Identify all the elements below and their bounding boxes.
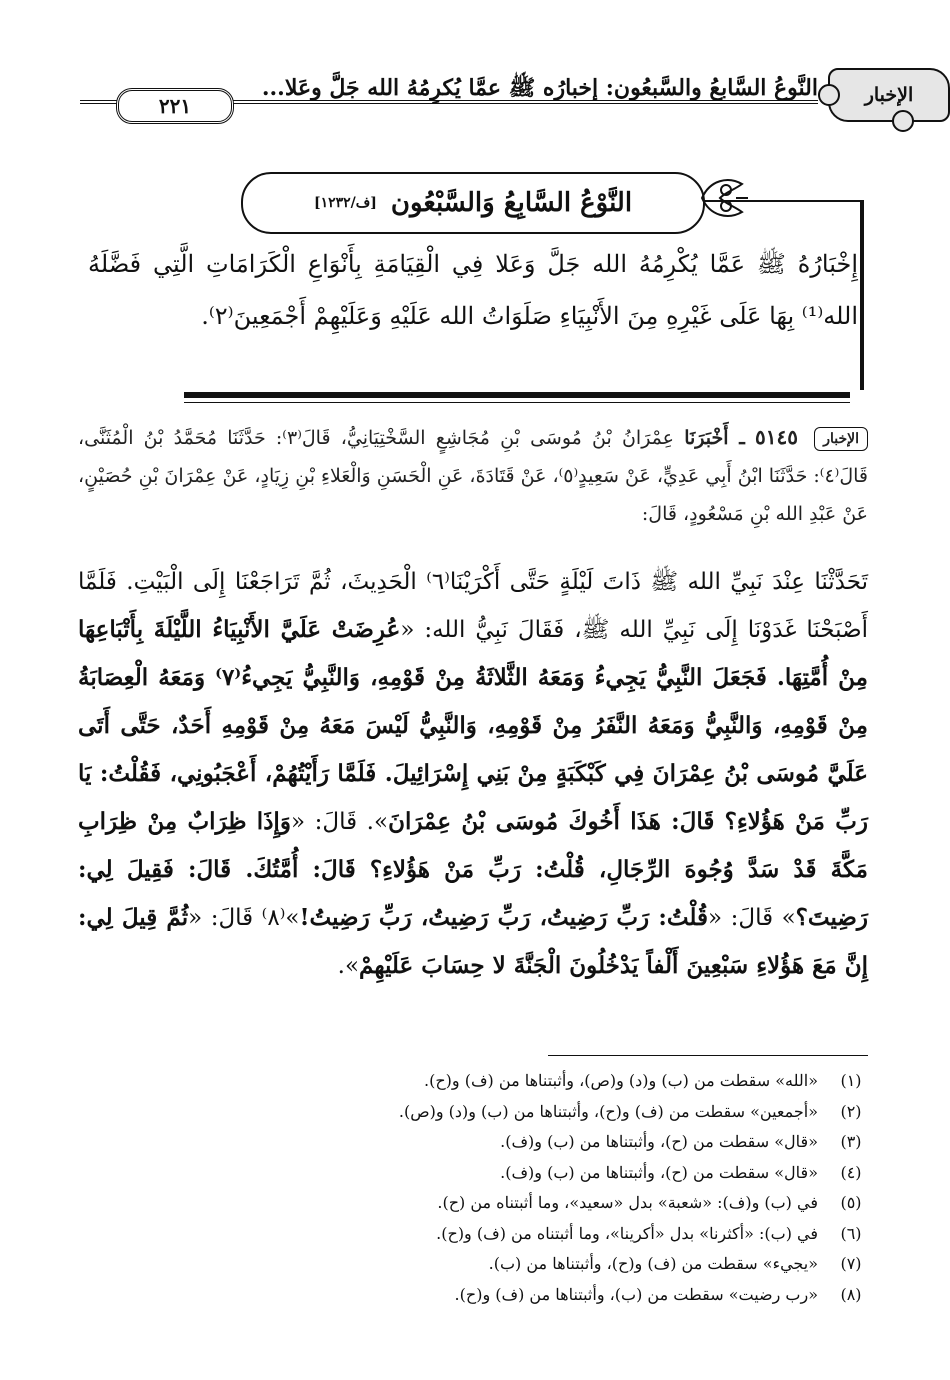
footnote-number: (٥) bbox=[840, 1193, 862, 1212]
footnote bbox=[78, 1249, 868, 1280]
running-title: النَّوعُ السَّابعُ والسَّبعُون: إخبارُه ﷺ عمَّا يُكرِمُهُ الله جَلَّ وعَلا... bbox=[261, 75, 818, 101]
footnote-text: «قال» سقطت من (ح)، وأثبتناها من (ب) و(ف). bbox=[500, 1132, 818, 1151]
matn-part-8: ثُمَّ قِيلَ لِي: إِنَّ مَعَ هَؤُلاءِ سَبْعِينَ أَلْفاً يَدْخُلُونَ الْجَنَّةَ لا حِسَابَ عَلَيْهِمْ bbox=[78, 904, 868, 979]
hadith-number: ٥١٤٥ bbox=[755, 425, 799, 449]
footnote bbox=[78, 1127, 868, 1158]
footnote-rule bbox=[548, 1055, 868, 1056]
isnad-text: عِمْرَانُ بْنُ مُوسَى بْنِ مُجَاشِعٍ السَّخْتِيَانِيُّ، قَالَ⁽٣⁾: حَدَّثَنَا مُحَمَّدُ بْنُ الْمُثَنَّى، قَالَ⁽٤⁾: حَدَّثَنَا ابْنُ أَبِي عَدِيٍّ، عَنْ سَعِيدٍ⁽٥⁾، عَنْ قَتَادَةَ، عَنِ الْحَسَنِ وَالْعَلاءِ بْنِ زِيَادٍ، عَنْ عِمْرَانَ بْنِ حُصَيْنٍ، عَنْ عَبْدِ الله بْنِ مَسْعُودٍ، قَالَ: bbox=[78, 427, 868, 525]
footnote bbox=[78, 1219, 868, 1250]
matn-part-2: عُرِضَتْ عَلَيَّ الأَنْبِيَاءُ اللَّيْلَةَ بِأَتْبَاعِهَا مِنْ أُمَّتِهَا. فَجَعَلَ النَّبِيُّ يَجِيءُ وَمَعَهُ الثَّلاثَةُ مِنْ قَوْمِهِ، وَالنَّبِيُّ يَجِيءُ⁽٧⁾ وَمَعَهُ الْعِصَابَةُ مِنْ قَوْمِهِ، وَالنَّبِيُّ وَمَعَهُ النَّفَرُ مِنْ قَوْمِهِ، وَالنَّبِيُّ لَيْسَ مَعَهُ مِنْ قَوْمِهِ أَحَدٌ، حَتَّى أَتَى عَلَيَّ مُوسَى بْنُ عِمْرَانَ فِي كَبْكَبَةٍ مِنْ بَنِي إِسْرَائِيلَ. فَلَمَّا رَأَيْتُهُمْ، أَعْجَبُونِي، فَقُلْتُ: يَا رَبِّ مَنْ هَؤُلاءِ؟ قَالَ: هَذَا أَخُوكَ مُوسَى بْنُ عِمْرَانَ bbox=[78, 616, 868, 835]
footnote-text: «قال» سقطت من (ح)، وأثبتناها من (ب) و(ف). bbox=[500, 1162, 818, 1182]
matn-part-6: قُلْتُ: رَبِّ رَضِيتُ، رَبِّ رَضِيتُ، رَبِّ رَضِيتُ! bbox=[299, 904, 709, 931]
page-number bbox=[116, 88, 234, 124]
section-divider-thick bbox=[184, 392, 850, 398]
hadith-akhbarana: أَخْبَرَنَا bbox=[684, 427, 729, 449]
footnote bbox=[78, 1188, 868, 1219]
footnotes bbox=[78, 1066, 868, 1310]
footnote-number: (٧) bbox=[840, 1254, 862, 1273]
footnote-text: «أجمعين» سقطت من (ف) و(ح)، وأثبتناها من (ب) و(د) و(ص). bbox=[398, 1101, 818, 1121]
footnote-number: (٢) bbox=[840, 1101, 862, 1121]
section-side-rule bbox=[860, 200, 864, 390]
floral-ornament-icon bbox=[696, 170, 750, 226]
footnote-number: (٨) bbox=[840, 1284, 862, 1304]
hadith-badge: الإخبار bbox=[814, 427, 868, 451]
footnote-number: (٣) bbox=[840, 1132, 862, 1151]
matn-part-3: ». قَالَ: « bbox=[290, 809, 389, 835]
footnote-text: «الله» سقطت من (ب) و(د) و(ص)، وأثبتناها من (ف) و(ح). bbox=[424, 1071, 818, 1090]
footnote-text: في (ب) و(ف): «شعبة» بدل «سعيد»، وما أثبتناه من (ح). bbox=[437, 1193, 818, 1212]
matn-part-7: »⁽٨⁾ قَالَ: « bbox=[188, 905, 300, 931]
footnote-number: (١) bbox=[840, 1071, 862, 1090]
footnote bbox=[78, 1158, 868, 1189]
matn-part-9: ». bbox=[337, 953, 360, 979]
page-number-text: ٢٢١ bbox=[158, 94, 192, 118]
section-title: النَّوْعُ السَّابِعُ وَالسَّبْعُون bbox=[390, 188, 633, 218]
section-badge bbox=[828, 68, 950, 122]
footnote bbox=[78, 1066, 868, 1097]
section-reference: [ف/١٢٣٢] bbox=[313, 195, 377, 211]
footnote-text: «يجيء» سقطت من (ف) و(ح)، وأثبتناها من (ب). bbox=[488, 1254, 818, 1273]
running-header bbox=[80, 60, 950, 130]
footnote bbox=[78, 1097, 868, 1128]
matn-part-5: » قَالَ: « bbox=[708, 905, 796, 931]
footnote-number: (٦) bbox=[840, 1223, 862, 1243]
section-divider-thin bbox=[184, 402, 850, 403]
matn-part-4: وَإِذَا ظِرَابٌ مِنْ ظِرَابِ مَكَّةَ قَدْ سَدَّ وُجُوهَ الرِّجَالِ، قُلْتُ: رَبِّ مَنْ هَؤُلاءِ؟ قَالَ: أُمَّتُكَ. قَالَ: فَقِيلَ لِي: رَضِيتَ؟ bbox=[78, 808, 869, 931]
footnote bbox=[78, 1280, 868, 1311]
hadith-isnad: الإخبار ٥١٤٥ ـ أَخْبَرَنَا عِمْرَانُ بْنُ مُوسَى بْنِ مُجَاشِعٍ السَّخْتِيَانِيُّ، قَالَ⁽٣⁾: حَدَّثَنَا مُحَمَّدُ بْنُ الْمُثَنَّى، قَالَ⁽٤⁾: حَدَّثَنَا ابْنُ أَبِي عَدِيٍّ، عَنْ سَعِيدٍ⁽٥⁾، عَنْ قَتَادَةَ، عَنِ الْحَسَنِ وَالْعَلاءِ بْنِ زِيَادٍ، عَنْ عِمْرَانَ بْنِ حُصَيْنٍ، عَنْ عَبْدِ الله بْنِ مَسْعُودٍ، قَالَ: bbox=[78, 425, 868, 525]
section-badge-label: الإخبار bbox=[864, 84, 914, 106]
footnote-text: «رب رضيت» سقطت من (ب)، وأثبتناها من (ف) و(ح). bbox=[454, 1284, 818, 1304]
section-summary: إِخْبَارُهُ ﷺ عَمَّا يُكْرِمُهُ الله جَلَّ وَعَلا فِي الْقِيَامَةِ بِأَنْوَاعِ الْكَرَامَاتِ الَّتِي فَضَّلَهُ الله⁽¹⁾ بِهَا عَلَى غَيْرِهِ مِنَ الأَنْبِيَاءِ صَلَوَاتُ الله عَلَيْهِ وَعَلَيْهِمْ أَجْمَعِينَ⁽٢⁾. bbox=[88, 250, 858, 330]
matn-part-1: تَحَدَّثْنَا عِنْدَ نَبِيِّ الله ﷺ ذَاتَ لَيْلَةٍ حَتَّى أَكْرَيْنَا⁽٦⁾ الْحَدِيثَ، ثُمَّ تَرَاجَعْنَا إِلَى الْبَيْتِ. فَلَمَّا أَصْبَحْنَا غَدَوْنَا إِلَى نَبِيِّ الله ﷺ، فَقَالَ نَبِيُّ الله: « bbox=[78, 569, 868, 643]
footnote-text: في (ب): «أكثرنا» بدل «أكرينا»، وما أثبتناه من (ف) و(ح). bbox=[436, 1223, 818, 1243]
footnote-number: (٤) bbox=[840, 1162, 862, 1182]
hadith-matn bbox=[78, 558, 868, 990]
section-title-box bbox=[241, 172, 705, 234]
